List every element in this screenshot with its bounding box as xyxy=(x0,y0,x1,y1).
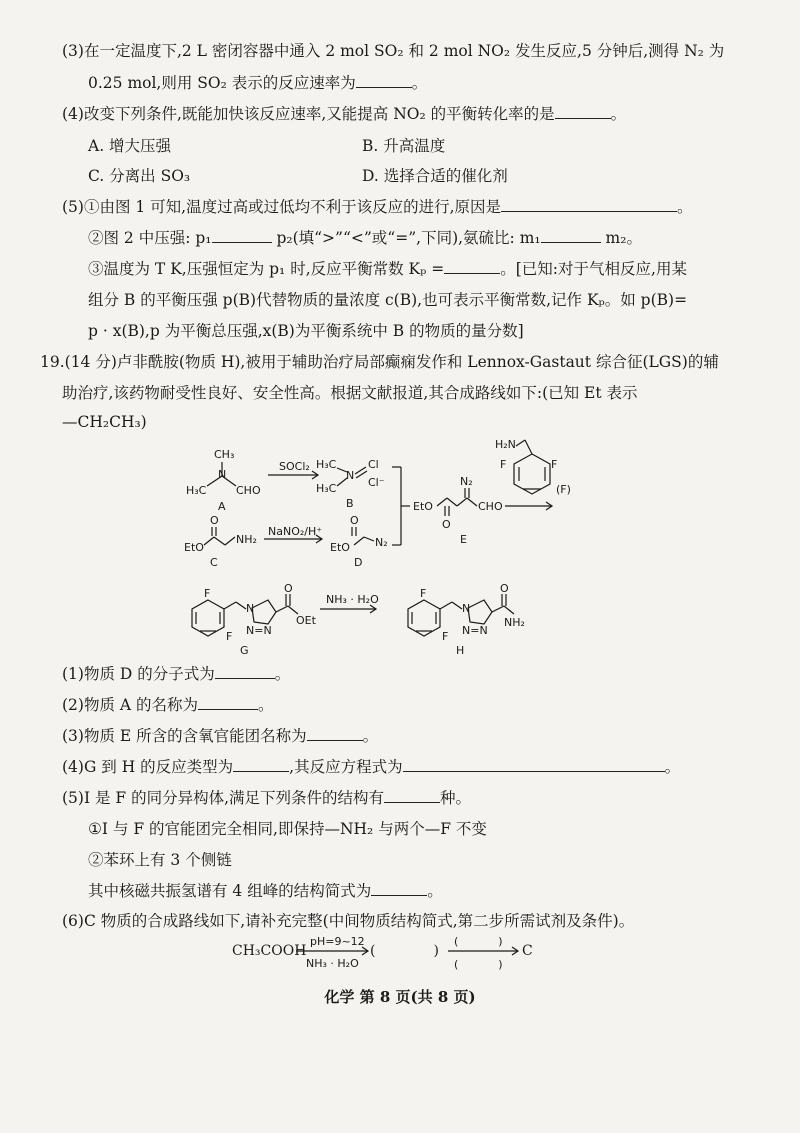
answer-blank[interactable] xyxy=(375,941,433,955)
atom-label: H₂N xyxy=(495,438,516,451)
atom-label: F xyxy=(442,630,449,643)
compound-label-c: C xyxy=(210,556,218,569)
route-reagent-bottom: ( ) xyxy=(454,954,503,975)
atom-label: H₃C xyxy=(316,458,337,471)
q18-p5-2: ②图 2 中压强: p₁ p₂(填“>”“<”或“=”,下同),氨硫比: m₁ m₂。 xyxy=(88,229,642,247)
atom-label: H₃C xyxy=(316,482,337,495)
q19-s2: (2)物质 A 的名称为 。 xyxy=(62,696,274,714)
atom-label: EtO xyxy=(330,541,350,554)
answer-blank[interactable] xyxy=(403,757,665,772)
atom-label: OEt xyxy=(296,614,316,627)
answer-blank[interactable] xyxy=(458,954,498,968)
atom-label: N xyxy=(246,602,255,615)
q19-s5-cond2: ②苯环上有 3 个侧链 xyxy=(88,851,232,869)
q19-s5-cond1: ①I 与 F 的官能团完全相同,即保持—NH₂ 与两个—F 不变 xyxy=(88,820,487,838)
compound-label-a: A xyxy=(218,500,226,513)
atom-label: F xyxy=(204,587,211,600)
answer-blank[interactable] xyxy=(307,726,363,741)
q19-intro1: 19.(14 分)卢非酰胺(物质 H),被用于辅助治疗局部癫痫发作和 Lennox-Gastaut 综合征(LGS)的辅 xyxy=(40,353,719,371)
route-reagent-top: ( ) xyxy=(454,931,503,952)
q19-s5-cond3: 其中核磁共振氢谱有 4 组峰的结构简式为 。 xyxy=(88,882,443,900)
q18-p5-3: ③温度为 T K,压强恒定为 p₁ 时,反应平衡常数 Kₚ = 。[已知:对于气相反应,用某 xyxy=(88,260,687,278)
option-a: A. 增大压强 xyxy=(88,137,172,155)
q19-s3: (3)物质 E 所含的含氧官能团名称为 。 xyxy=(62,727,379,745)
compound-label-g: G xyxy=(240,644,249,657)
atom-label: N xyxy=(346,469,355,482)
q19-intro3: —CH₂CH₃) xyxy=(62,413,147,431)
q19-s5: (5)I 是 F 的同分异构体,满足下列条件的结构有 种。 xyxy=(62,789,472,807)
atom-label: H₃C xyxy=(186,484,207,497)
answer-blank[interactable] xyxy=(233,757,289,772)
answer-blank[interactable] xyxy=(198,695,258,710)
atom-label: O xyxy=(442,518,451,531)
q18-p5-3-line2: 组分 B 的平衡压强 p(B)代替物质的量浓度 c(B),也可表示平衡常数,记作 Kₚ。如 p(B)= xyxy=(88,291,688,309)
atom-label: Cl⁻ xyxy=(368,476,385,489)
answer-blank[interactable] xyxy=(215,664,275,679)
q18-p4-line: (4)改变下列条件,既能加快该反应速率,又能提高 NO₂ 的平衡转化率的是 。 xyxy=(62,105,627,123)
atom-label: NH₂ xyxy=(504,616,525,629)
answer-blank[interactable] xyxy=(384,788,440,803)
atom-label: N xyxy=(218,468,227,481)
compound-label-b: B xyxy=(346,497,354,510)
atom-label: N₂ xyxy=(460,475,473,488)
route-end: C xyxy=(522,943,533,959)
page-footer: 化学 第 8 页(共 8 页) xyxy=(324,988,476,1006)
atom-label: CH₃ xyxy=(214,448,235,461)
q18-p5-1: (5)①由图 1 可知,温度过高或过低均不利于该反应的进行,原因是 。 xyxy=(62,198,693,216)
reagent-label: SOCl₂ xyxy=(279,460,310,473)
q18-p3-line2: 0.25 mol,则用 SO₂ 表示的反应速率为 。 xyxy=(88,74,428,92)
atom-label: Cl xyxy=(368,458,379,471)
atom-label: EtO xyxy=(184,541,204,554)
atom-label: F xyxy=(420,587,427,600)
q19-s6: (6)C 物质的合成路线如下,请补充完整(中间物质结构简式,第二步所需试剂及条件)。 xyxy=(62,912,635,930)
q19-intro2: 助治疗,该药物耐受性良好、安全性高。根据文献报道,其合成路线如下:(已知 Et 表示 xyxy=(62,384,638,402)
atom-label: F xyxy=(500,458,507,471)
answer-blank[interactable] xyxy=(371,881,427,896)
reagent-label: NaNO₂/H⁺ xyxy=(268,525,323,538)
atom-label: O xyxy=(284,582,293,595)
atom-label: NH₂ xyxy=(236,533,257,546)
route-cond-bottom: NH₃ · H₂O xyxy=(306,957,359,970)
atom-label: EtO xyxy=(413,500,433,513)
compound-label-f: (F) xyxy=(556,483,571,496)
atom-label: N=N xyxy=(246,624,272,637)
q18-p3-line1: (3)在一定温度下,2 L 密闭容器中通入 2 mol SO₂ 和 2 mol NO₂ 发生反应,5 分钟后,测得 N₂ 为 xyxy=(62,42,725,60)
compound-label-h: H xyxy=(456,644,465,657)
route-start: CH₃COOH xyxy=(232,943,307,959)
atom-label: N xyxy=(462,602,471,615)
reagent-label: NH₃ · H₂O xyxy=(326,593,379,606)
compound-label-e: E xyxy=(460,533,467,546)
atom-label: O xyxy=(500,582,509,595)
atom-label: O xyxy=(350,514,359,527)
compound-label-d: D xyxy=(354,556,363,569)
atom-label: CHO xyxy=(236,484,261,497)
option-b: B. 升高温度 xyxy=(362,137,446,155)
q19-s1: (1)物质 D 的分子式为 。 xyxy=(62,665,291,683)
option-d: D. 选择合适的催化剂 xyxy=(362,167,508,185)
answer-blank[interactable] xyxy=(458,931,498,945)
atom-label: CHO xyxy=(478,500,503,513)
atom-label: O xyxy=(210,514,219,527)
q18-p5-3-line3: p · x(B),p 为平衡总压强,x(B)为平衡系统中 B 的物质的量分数] xyxy=(88,322,524,340)
option-c: C. 分离出 SO₃ xyxy=(88,167,191,185)
q19-s4: (4)G 到 H 的反应类型为 ,其反应方程式为 。 xyxy=(62,758,681,776)
route-cond-top: pH=9~12 xyxy=(310,935,365,948)
atom-label: F xyxy=(551,458,558,471)
atom-label: F xyxy=(226,630,233,643)
route-intermediate: ( ) xyxy=(370,943,439,959)
atom-label: N=N xyxy=(462,624,488,637)
atom-label: N₂ xyxy=(375,536,388,549)
